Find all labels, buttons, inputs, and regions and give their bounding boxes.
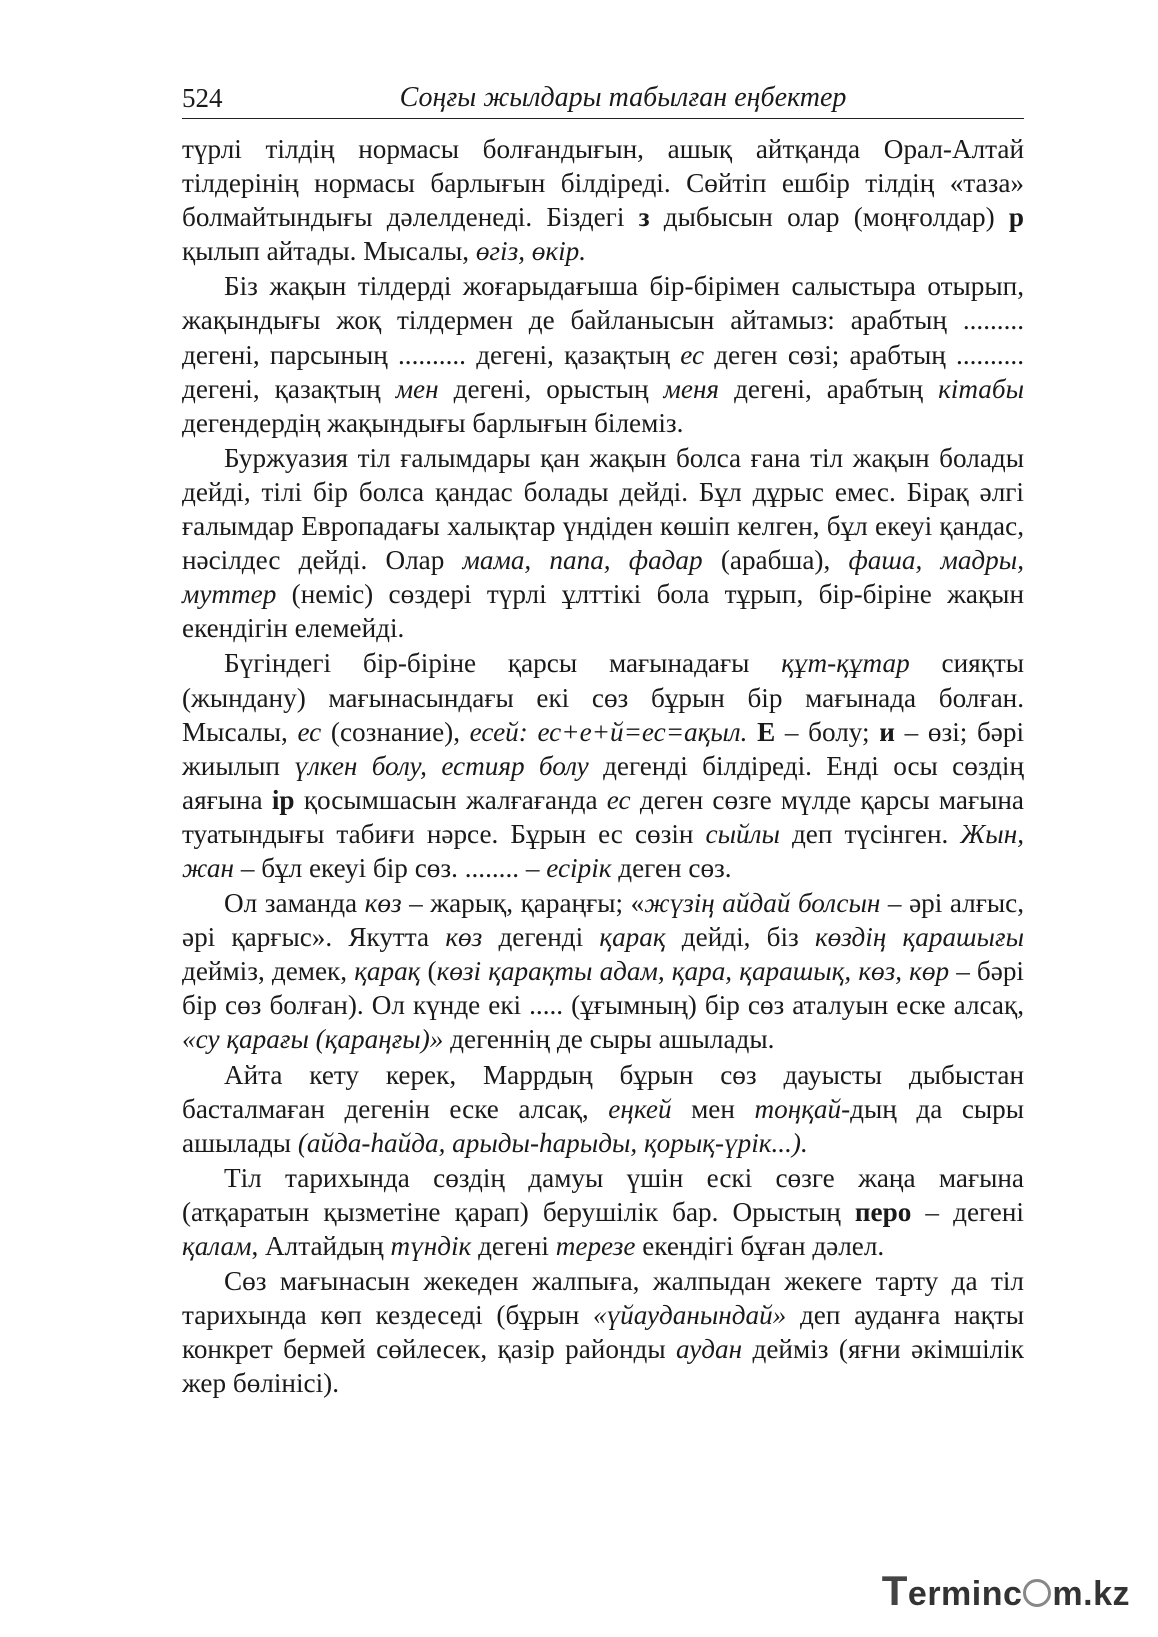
text-run: – бәрі бір сөз болған). Ол күнде екі ..... (ұғымның) бір сөз аталуын еске алсақ, (182, 956, 1024, 1021)
text-run: дейміз (яғни әкімшілік жер бөлінісі). (182, 1334, 1024, 1399)
text-run: (неміс) сөздері түрлі ұлттікі бола тұрып, бір-біріне жақын екендігін елемейді. (182, 579, 1024, 644)
bold-run: ір (271, 784, 295, 815)
italic-run: ес (606, 784, 631, 815)
italic-run: меня (663, 373, 720, 404)
text-run: Ол заманда (224, 888, 365, 919)
italic-run: есірік (546, 852, 612, 883)
text-run: – жарық, қараңғы; « (401, 888, 645, 919)
paragraph (182, 1264, 1024, 1400)
text-run: Айта кету керек, Маррдың бұрын сөз дауысты дыбыстан басталмаған дегенін еске алсақ, (182, 1059, 1024, 1124)
paragraph (182, 1161, 1024, 1263)
text-run: (арабша), (702, 545, 849, 576)
logo-o-circle-icon (1023, 1579, 1051, 1607)
italic-run: Жын, жан (182, 818, 1024, 883)
bold-run: р (1008, 202, 1024, 233)
text-run: қосымшасын жалғағанда (294, 784, 607, 815)
italic-run: өгіз, өкір. (475, 236, 587, 267)
text-run: (сознание), (321, 716, 470, 747)
italic-run: есей: ес+е+й=ес=ақыл. (469, 716, 748, 747)
italic-run: терезе (555, 1231, 636, 1261)
italic-run: көз (364, 888, 402, 919)
page-number: 524 (182, 83, 223, 113)
text-run: мен (671, 1093, 755, 1124)
text-run: екендігі бұған дәлел. (635, 1231, 885, 1261)
body-text (182, 132, 1024, 1400)
text-run: қылып айтады. Мысалы, (182, 236, 476, 267)
text-run: ( (420, 956, 437, 987)
italic-run: еңкей (608, 1093, 672, 1124)
text-run: Сөз мағынасын жекеден жалпыға, жалпыдан жекеге тарту да тіл тарихында көп кездеседі (бұрын (182, 1266, 1024, 1331)
italic-run: қарақ (354, 956, 421, 987)
italic-run: сыйлы (705, 818, 780, 849)
text-run (747, 717, 757, 747)
italic-run: ес (680, 339, 705, 370)
italic-run: мама, папа, фадар (462, 545, 703, 576)
text-run: дейді, біз (665, 922, 815, 953)
italic-run: көзі қарақты адам, қара, қарашық, көз, көр (436, 956, 950, 987)
running-title: Соңғы жылдары табылған еңбектер (399, 82, 847, 113)
text-run: – бұл екеуі бір сөз. ........ – (234, 852, 547, 883)
italic-run: жүзің айдай болсын (644, 888, 881, 919)
text-run: Бүгіндегі бір-біріне қарсы мағынадағы (224, 648, 782, 679)
paragraph (182, 886, 1024, 1056)
logo-text-b: m.kz (1052, 1575, 1130, 1613)
page-header (182, 78, 1024, 119)
bold-run: з (638, 202, 650, 233)
text-run: деп ауданға нақты конкрет бермей сөйлесек, қазір районды (182, 1300, 1024, 1365)
logo-text-a: erminc (907, 1575, 1023, 1613)
paragraph (182, 646, 1024, 885)
bold-run: перо (854, 1196, 912, 1227)
text-run: деп түсінген. (779, 818, 961, 849)
text-run: – болу; (775, 716, 880, 747)
text-run: дегенді (482, 922, 600, 953)
italic-run: фаша, мадры, муттер (182, 545, 1024, 610)
text-run: -дың да сыры ашылады (182, 1093, 1025, 1158)
text-run: сияқты (жындану) мағынасындағы екі сөз бұрын бір мағынада болған. Мысалы, (182, 648, 1024, 747)
italic-run: «үйауданындай» (592, 1300, 787, 1331)
italic-run: үлкен болу, естияр болу (294, 750, 589, 781)
italic-run: құт-құтар (781, 648, 910, 679)
italic-run: қалам (182, 1231, 252, 1261)
text-run: – әрі алғыс, әрі қарғыс». Якутта (182, 888, 1025, 953)
paragraph (182, 1058, 1024, 1160)
text-run: дегенді білдіреді. Енді осы сөздің аяғына (182, 750, 1025, 815)
italic-run: (айда-һайда, арыды-һарыды, қорық-үрік...). (297, 1127, 808, 1158)
bold-run: Е (757, 716, 776, 747)
text-run: деген сөзі; арабтың .......... дегені, қазақтың (182, 339, 1025, 404)
italic-run: көздің қарашығы (814, 922, 1024, 953)
text-run: Тіл тарихында сөздің дамуы үшін ескі сөзге жаңа мағына (атқаратын қызметіне қарап) берушілік бар. Орыстың (182, 1162, 1024, 1227)
italic-run: қарақ (599, 922, 666, 953)
text-run: – өзі; бәрі жиылып (182, 716, 1025, 781)
italic-run: кітабы (938, 373, 1024, 404)
italic-run: мен (395, 373, 439, 404)
paragraph (182, 132, 1024, 268)
italic-run: «су қарағы (қараңғы)» (182, 1024, 444, 1055)
text-run: дегені, орыстың (438, 373, 664, 404)
text-run: дегені (471, 1231, 556, 1261)
text-run: дейміз, демек, (182, 956, 355, 987)
logo-letter: T (881, 1567, 908, 1614)
text-run: Біз жақын тілдерді жоғарыдағыша бір-бірімен салыстыра отырып, жақындығы жоқ тілдермен де байланысын айтамыз: арабтың ......... дегені, парсының .......... дегені, қазақтың (182, 271, 1024, 370)
text-run: – дегені (911, 1196, 1024, 1227)
text-run: дегендердің жақындығы барлығын білеміз. (182, 407, 684, 438)
text-run: дегеннің де сыры ашылады. (443, 1024, 775, 1055)
italic-run: көз (445, 922, 483, 953)
text-run: , Алтайдың (251, 1231, 391, 1261)
italic-run: ес (297, 716, 322, 747)
text-run: деген сөз. (611, 852, 732, 883)
paragraph (182, 269, 1024, 439)
italic-run: аудан (676, 1334, 743, 1365)
italic-run: тоңқай (754, 1093, 842, 1124)
text-run: түрлі тілдің нормасы болғандығын, ашық айтқанда Орал-Алтай тілдерінің нормасы барлығын білдіреді. Сөйтіп ешбір тілдің «таза» болмайтындығы дәлелденеді. Біздегі (182, 134, 1024, 233)
bold-run: и (879, 716, 895, 747)
text-run: дыбысын олар (моңғолдар) (649, 202, 1009, 233)
text-run: Буржуазия тіл ғалымдары қан жақын болса ғана тіл жақын болады дейді, тілі бір болса қандас болады дейді. Бұл дұрыс емес. Бірақ әлгі ғалымдар Европадағы халықтар үндіден көшіп келген, бұл екеуі қандас, нәсілдес дейді. Олар (182, 442, 1024, 576)
termincom-logo (882, 1567, 1130, 1615)
italic-run: түндік (390, 1231, 472, 1261)
paragraph (182, 441, 1024, 646)
text-run: деген сөзге мүлде қарсы мағына туатындығы табиғи нәрсе. Бұрын ес сөзін (182, 784, 1024, 849)
text-run: дегені, арабтың (719, 373, 939, 404)
